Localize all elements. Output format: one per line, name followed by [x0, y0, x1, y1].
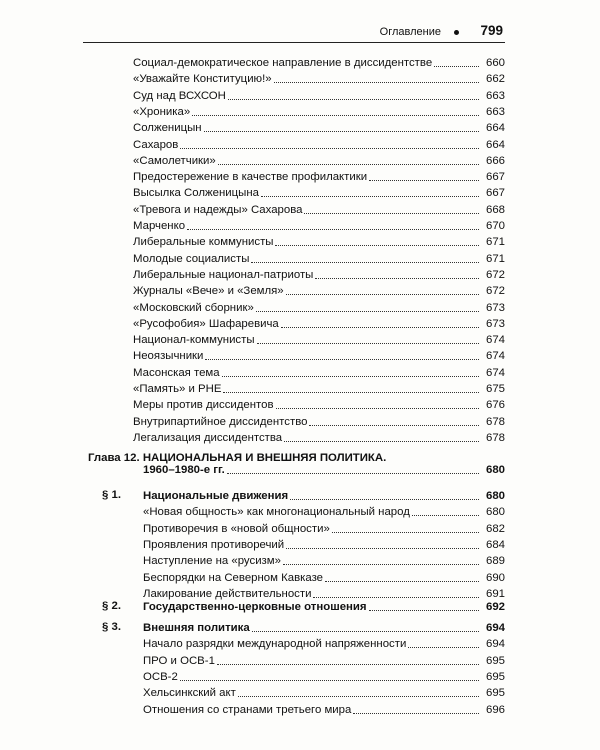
dot-leader [315, 278, 479, 279]
entry-title: «Хроника» [133, 105, 191, 118]
toc-entry[interactable] [133, 103, 505, 119]
entry-title: ПРО и ОСВ-1 [143, 654, 215, 667]
entry-page-number: 680 [485, 464, 505, 476]
entry-title: Внешняя политика [143, 622, 250, 634]
entry-title: Национальные движения [143, 490, 289, 502]
dot-leader [261, 196, 479, 197]
entry-title: Солженицын [133, 122, 202, 135]
entry-title: Легализация диссидентства [133, 431, 283, 444]
entry-page-number: 678 [485, 431, 505, 444]
entry-title: Лакирование действительности [143, 587, 312, 600]
dot-leader [227, 473, 479, 474]
entry-page-number: 664 [485, 122, 505, 135]
entry-page-number: 663 [485, 105, 505, 118]
entry-title: Противоречия в «новой общности» [143, 522, 330, 535]
entry-title: Внутрипартийное диссидентство [133, 415, 308, 428]
toc-entry[interactable] [143, 569, 505, 585]
entry-page-number: 662 [485, 73, 505, 86]
dot-leader [192, 115, 479, 116]
entry-page-number: 694 [485, 622, 505, 634]
toc-entry[interactable] [133, 70, 505, 86]
entry-page-number: 690 [485, 571, 505, 584]
dot-leader [281, 327, 479, 328]
entry-title: Журналы «Вече» и «Земля» [133, 285, 284, 298]
dot-leader [238, 696, 479, 697]
dot-leader [434, 66, 479, 67]
entry-title: Суд над ВСХСОН [133, 89, 226, 102]
dot-leader [412, 515, 479, 516]
dot-leader [256, 311, 479, 312]
dot-leader [332, 532, 479, 533]
entry-page-number: 671 [485, 236, 505, 249]
dot-leader [205, 359, 479, 360]
entry-title: ОСВ-2 [143, 670, 178, 683]
entry-page-number: 672 [485, 268, 505, 281]
section-heading[interactable] [143, 487, 505, 503]
toc-entry[interactable] [133, 168, 505, 184]
toc-entry[interactable] [133, 233, 505, 249]
entry-title: Национал-коммунисты [133, 334, 255, 347]
dot-leader [408, 647, 479, 648]
dot-leader [353, 713, 479, 714]
entry-page-number: 666 [485, 154, 505, 167]
entry-title: «Новая общность» как многонациональный народ [143, 506, 410, 519]
header-page-number: 799 [480, 23, 503, 38]
dot-leader [180, 148, 479, 149]
dot-leader [290, 499, 479, 500]
entry-title: Проявления противоречий [143, 538, 285, 551]
entry-title: Либеральные национал-патриоты [133, 268, 314, 281]
entry-title: «Тревога и надежды» Сахарова [133, 203, 303, 216]
entry-page-number: 674 [485, 366, 505, 379]
toc-entry[interactable] [133, 347, 505, 363]
toc-entry[interactable] [143, 701, 505, 717]
toc-entry[interactable] [133, 315, 505, 331]
entry-title: Социал-демократическое направление в диссидентстве [133, 57, 433, 69]
entry-title: «Память» и РНЕ [133, 383, 222, 395]
section-heading[interactable] [143, 598, 505, 614]
toc-entry[interactable] [133, 299, 505, 315]
entry-page-number: 680 [485, 506, 505, 519]
entry-page-number: 660 [485, 57, 505, 69]
dot-leader [251, 262, 479, 263]
entry-page-number: 674 [485, 334, 505, 347]
dot-leader [309, 425, 479, 426]
entry-page-number: 682 [485, 522, 505, 535]
entry-page-number: 673 [485, 317, 505, 330]
entry-title: «Уважайте Конституцию!» [133, 73, 272, 86]
dot-leader [283, 564, 479, 565]
toc-entry[interactable] [143, 652, 505, 668]
toc-entry[interactable] [133, 380, 505, 396]
entry-title: «Московский сборник» [133, 301, 254, 314]
entry-page-number: 667 [485, 171, 505, 184]
entry-page-number: 691 [485, 587, 505, 600]
entry-title: Меры против диссидентов [133, 399, 274, 412]
dot-leader [275, 245, 479, 246]
entry-page-number: 695 [485, 654, 505, 667]
toc-entry[interactable] [143, 635, 505, 651]
dot-leader [218, 164, 479, 165]
toc-entry[interactable] [133, 184, 505, 200]
entry-title: «Русофобия» Шафаревича [133, 317, 279, 330]
dot-leader [187, 229, 479, 230]
entry-title: Начало разрядки международной напряженности [143, 638, 407, 651]
entry-title: Хельсинкский акт [143, 687, 236, 700]
running-header [83, 22, 505, 43]
entry-page-number: 694 [485, 638, 505, 651]
dot-leader [223, 392, 479, 393]
toc-entry[interactable] [133, 429, 505, 445]
dot-leader [204, 131, 479, 132]
entry-title: Наступление на «русизм» [143, 555, 281, 568]
entry-page-number: 672 [485, 285, 505, 298]
dot-leader [325, 581, 479, 582]
entry-title: Неоязычники [133, 350, 204, 363]
toc-entry[interactable] [133, 217, 505, 233]
entry-page-number: 668 [485, 203, 505, 216]
entry-page-number: 680 [485, 490, 505, 502]
dot-leader [228, 99, 479, 100]
toc-entry[interactable] [143, 536, 505, 552]
section-number: § 3. [102, 621, 121, 633]
dot-leader [180, 680, 479, 681]
toc-entry[interactable] [133, 201, 505, 217]
dot-leader [369, 610, 479, 611]
entry-page-number: 676 [485, 399, 505, 412]
entry-title: Предостережение в качестве профилактики [133, 171, 368, 184]
entry-page-number: 695 [485, 687, 505, 700]
dot-leader [274, 82, 479, 83]
entry-page-number: 684 [485, 538, 505, 551]
chapter-heading [88, 450, 386, 466]
chapter-title-line1: НАЦИОНАЛЬНАЯ И ВНЕШНЯЯ ПОЛИТИКА. [142, 452, 387, 464]
toc-entry[interactable] [143, 668, 505, 684]
entry-page-number: 671 [485, 252, 505, 265]
entry-title: Государственно-церковные отношения [143, 601, 367, 613]
chapter-label: Глава 12. [88, 452, 140, 464]
entry-page-number: 695 [485, 670, 505, 683]
toc-entry[interactable] [143, 552, 505, 568]
entry-title: Отношения со странами третьего мира [143, 703, 352, 716]
entry-page-number: 663 [485, 89, 505, 102]
dot-leader [222, 376, 479, 377]
entry-page-number: 696 [485, 703, 505, 716]
toc-entry[interactable] [133, 250, 505, 266]
toc-entry[interactable] [133, 331, 505, 347]
dot-leader [257, 343, 479, 344]
toc-entry[interactable] [133, 119, 505, 135]
toc-entry[interactable] [133, 136, 505, 152]
entry-page-number: 673 [485, 301, 505, 314]
entry-title: Сахаров [133, 138, 179, 151]
entry-page-number: 692 [485, 601, 505, 613]
toc-entry[interactable] [133, 152, 505, 168]
toc-entry[interactable] [133, 413, 505, 429]
toc-entry[interactable] [133, 364, 505, 380]
entry-page-number: 689 [485, 555, 505, 568]
dot-leader [286, 548, 479, 549]
entry-page-number: 678 [485, 415, 505, 428]
entry-title: Марченко [133, 220, 186, 232]
section-heading[interactable] [143, 619, 505, 635]
toc-entry[interactable] [133, 396, 505, 412]
toc-entry[interactable] [133, 282, 505, 298]
dot-leader [252, 631, 479, 632]
toc-entry[interactable] [143, 684, 505, 700]
toc-entry[interactable] [133, 87, 505, 103]
section-number: § 1. [102, 489, 121, 501]
toc-entry[interactable] [143, 520, 505, 536]
dot-leader [284, 441, 479, 442]
section-number: § 2. [102, 600, 121, 612]
entry-title: Беспорядки на Северном Кавказе [143, 571, 323, 584]
entry-page-number: 667 [485, 187, 505, 200]
entry-page-number: 670 [485, 220, 505, 232]
entry-page-number: 675 [485, 383, 505, 395]
dot-leader [217, 664, 479, 665]
entry-title: Масонская тема [133, 366, 220, 379]
toc-entry[interactable] [133, 266, 505, 282]
entry-title: Либеральные коммунисты [133, 236, 274, 249]
entry-title: Высылка Солженицына [133, 187, 259, 200]
dot-leader [276, 408, 479, 409]
toc-entry[interactable] [133, 54, 505, 70]
entry-title: Молодые социалисты [133, 252, 250, 265]
dot-leader [369, 180, 479, 181]
entry-page-number: 674 [485, 350, 505, 363]
header-title: Оглавление [379, 26, 441, 38]
dot-leader [286, 294, 479, 295]
entry-title: 1960–1980-е гг. [143, 464, 225, 476]
toc-entry[interactable] [143, 503, 505, 519]
entry-page-number: 664 [485, 138, 505, 151]
entry-title: «Самолетчики» [133, 154, 216, 167]
bullet-icon [454, 30, 459, 35]
dot-leader [304, 213, 479, 214]
